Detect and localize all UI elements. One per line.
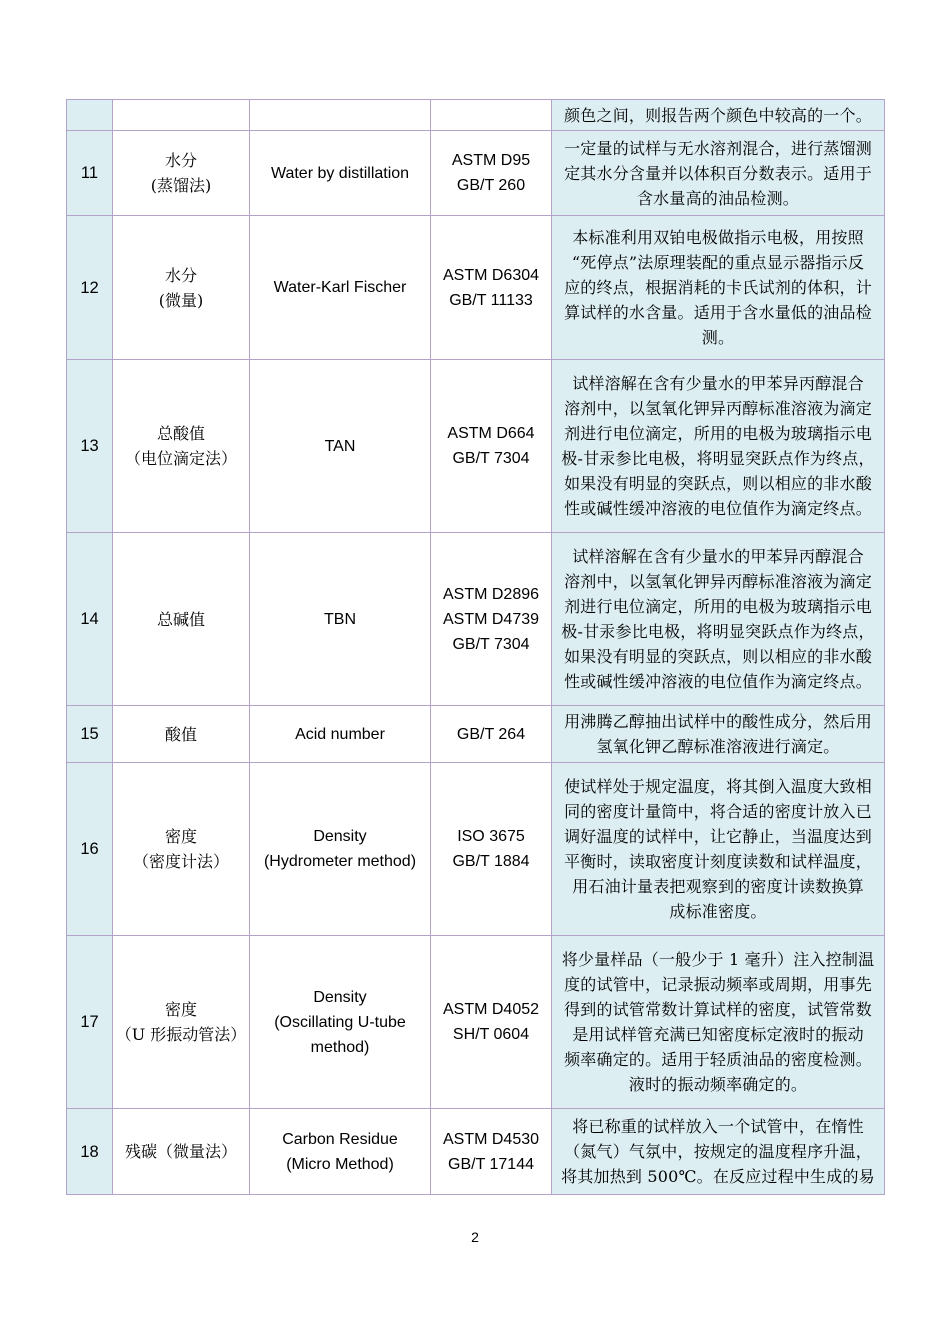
item-english-cell: [250, 100, 431, 131]
description-line: 使试样处于规定温度，将其倒入温度大致相: [564, 777, 872, 796]
table-row: [67, 360, 885, 533]
description-cell: [552, 1109, 885, 1195]
description-cell: [552, 360, 885, 533]
standard-line: ASTM D664: [447, 425, 535, 442]
standard-line: ASTM D4052: [442, 1001, 540, 1018]
description-line: 同的密度计量筒中，将合适的密度计放入已: [564, 802, 872, 821]
standard-cell: [431, 216, 552, 360]
description-line: 剂进行电位滴定，所用的电极为玻璃指示电: [564, 597, 872, 616]
standard-line: GB/T 264: [456, 725, 526, 743]
row-number-cell: [67, 131, 113, 216]
description-cell: [552, 763, 885, 936]
test-methods-table: [66, 99, 885, 1195]
item-english-line: (Micro Method): [286, 1155, 394, 1173]
table-body: [67, 100, 885, 1195]
description-line: 颜色之间，则报告两个颜色中较高的一个。: [564, 105, 872, 125]
standard-line: SH/T 0604: [452, 1026, 530, 1043]
row-number-cell: [67, 706, 113, 763]
description-line: 用沸腾乙醇抽出试样中的酸性成分，然后用: [564, 712, 872, 731]
item-name-line: 密度: [164, 1000, 197, 1019]
description-cell: [552, 100, 885, 131]
row-number: 13: [80, 437, 99, 455]
description-line: 定其水分含量并以体积百分数表示。适用于: [564, 163, 872, 183]
table-row: [67, 131, 885, 216]
item-name-line: 密度: [164, 827, 197, 846]
item-english-line: Water-Karl Fischer: [273, 279, 407, 296]
standard-cell: [431, 131, 552, 216]
description-cell: [552, 706, 885, 763]
item-name-cell: [113, 360, 250, 533]
standard-cell: [431, 100, 552, 131]
row-number: 18: [80, 1142, 99, 1161]
item-english-cell: [250, 1109, 431, 1195]
row-number: 12: [80, 278, 99, 297]
row-number: 11: [80, 164, 99, 182]
description-cell: [552, 131, 885, 216]
description-line: 平衡时，读取密度计刻度读数和试样温度，: [564, 852, 872, 871]
page-number: 2: [471, 1229, 479, 1245]
row-number-cell: [67, 1109, 113, 1195]
item-english-line: method): [310, 1038, 370, 1056]
item-english-line: Carbon Residue: [282, 1130, 398, 1148]
row-number: 17: [80, 1013, 99, 1031]
description-line: 频率确定的。适用于轻质油品的密度检测。: [564, 1050, 872, 1069]
description-line: 成标准密度。: [669, 902, 767, 921]
table-row: [67, 763, 885, 936]
description-line: 应的终点，根据消耗的卡氏试剂的体积，计: [564, 278, 872, 297]
description-line: 极-甘汞参比电极，将明显突跃点作为终点，: [561, 622, 875, 641]
standard-line: GB/T 17144: [448, 1155, 534, 1173]
item-english-cell: [250, 216, 431, 360]
item-english-cell: [250, 360, 431, 533]
item-name-cell: [113, 100, 250, 131]
table-row: [67, 706, 885, 763]
table-row: [67, 1109, 885, 1195]
description-line: 如果没有明显的突跃点，则以相应的非水酸: [564, 647, 872, 666]
item-name-line: （密度计法）: [132, 852, 229, 871]
description-line: “死停点”法原理装配的重点显示器指示反: [571, 253, 865, 272]
row-number-cell: [67, 216, 113, 360]
description-line: 是用试样管充满已知密度标定液时的振动: [572, 1025, 864, 1044]
row-number: 16: [80, 840, 99, 858]
row-number: 15: [80, 725, 99, 743]
item-name-line: （U 形振动管法）: [115, 1025, 247, 1044]
description-line: 将其加热到 500℃。在反应过程中生成的易: [561, 1167, 875, 1186]
description-line: 试样溶解在含有少量水的甲苯异丙醇混合: [572, 547, 864, 566]
standard-cell: [431, 936, 552, 1109]
description-line: 极-甘汞参比电极，将明显突跃点作为终点，: [561, 449, 875, 468]
row-number-cell: [67, 936, 113, 1109]
standard-line: GB/T 11133: [449, 291, 533, 309]
description-line: 液时的振动频率确定的。: [628, 1075, 808, 1094]
table-row: [67, 533, 885, 706]
description-line: 用石油计量表把观察到的密度计读数换算: [572, 877, 864, 896]
item-name-cell: [113, 216, 250, 360]
item-english-line: (Hydrometer method): [263, 853, 417, 870]
row-number-cell: [67, 533, 113, 706]
description-line: 将已称重的试样放入一个试管中，在惰性: [572, 1117, 864, 1136]
description-line: 度的试管中，记录振动频率或周期，用事先: [564, 975, 872, 994]
item-name-line: 水分: [164, 265, 197, 285]
description-line: 本标准利用双铂电极做指示电极，用按照: [572, 228, 864, 247]
description-line: 将少量样品（一般少于 1 毫升）注入控制温: [561, 950, 875, 969]
standard-line: GB/T 1884: [452, 853, 530, 870]
description-line: （氮气）气氛中，按规定的温度程序升温，: [564, 1142, 872, 1161]
item-name-cell: [113, 763, 250, 936]
table-row: [67, 936, 885, 1109]
standard-cell: [431, 533, 552, 706]
description-line: 测。: [701, 328, 735, 347]
item-name-line: 总碱值: [156, 609, 205, 629]
description-line: 溶剂中，以氢氧化钾异丙醇标准溶液为滴定: [564, 572, 872, 591]
item-english-cell: [250, 936, 431, 1109]
standard-line: ASTM D95: [451, 152, 531, 169]
item-english-cell: [250, 706, 431, 763]
item-name-line: 残碳（微量法）: [124, 1142, 237, 1161]
description-cell: [552, 216, 885, 360]
description-cell: [552, 936, 885, 1109]
table-row: [67, 100, 885, 131]
description-line: 含水量高的油品检测。: [636, 188, 799, 208]
standard-line: ASTM D4530: [442, 1130, 540, 1148]
item-name-line: （电位滴定法）: [124, 449, 237, 468]
standard-cell: [431, 1109, 552, 1195]
standard-cell: [431, 360, 552, 533]
item-english-cell: [250, 533, 431, 706]
item-english-line: TAN: [324, 437, 356, 455]
standard-line: ASTM D4739: [442, 610, 540, 628]
description-line: 剂进行电位滴定，所用的电极为玻璃指示电: [564, 424, 872, 443]
item-name-cell: [113, 533, 250, 706]
description-line: 性或碱性缓冲溶液的电位值作为滴定终点。: [564, 672, 872, 691]
item-english-line: (Oscillating U-tube: [274, 1013, 406, 1031]
standard-line: GB/T 7304: [452, 450, 530, 467]
item-english-line: Acid number: [295, 725, 385, 743]
description-line: 试样溶解在含有少量水的甲苯异丙醇混合: [572, 374, 864, 393]
description-line: 氢氧化钾乙醇标准溶液进行滴定。: [596, 737, 840, 756]
item-english-line: Water by distillation: [270, 164, 410, 182]
item-english-cell: [250, 131, 431, 216]
standard-line: ASTM D2896: [442, 585, 540, 603]
row-number-cell: [67, 763, 113, 936]
item-name-line: (蒸馏法): [150, 176, 212, 195]
description-line: 如果没有明显的突跃点，则以相应的非水酸: [564, 474, 872, 493]
item-english-line: Density: [313, 828, 367, 845]
row-number-cell: [67, 100, 113, 131]
description-line: 一定量的试样与无水溶剂混合，进行蒸馏测: [564, 138, 872, 158]
standard-line: ASTM D6304: [442, 266, 540, 284]
description-line: 调好温度的试样中，让它静止，当温度达到: [564, 827, 872, 846]
item-name-cell: [113, 706, 250, 763]
standard-cell: [431, 763, 552, 936]
description-line: 算试样的水含量。适用于含水量低的油品检: [564, 303, 872, 322]
item-name-cell: [113, 936, 250, 1109]
item-english-line: Density: [313, 988, 367, 1006]
item-name-line: 总酸值: [156, 424, 205, 443]
description-line: 得到的试管常数计算试样的密度，试管常数: [564, 1000, 872, 1019]
item-english-line: TBN: [324, 610, 356, 628]
standard-line: GB/T 7304: [452, 635, 530, 653]
description-cell: [552, 533, 885, 706]
item-name-line: 水分: [164, 151, 197, 170]
item-name-line: (微量): [158, 290, 204, 310]
table-row: [67, 216, 885, 360]
description-line: 溶剂中，以氢氧化钾异丙醇标准溶液为滴定: [564, 399, 872, 418]
item-name-cell: [113, 1109, 250, 1195]
description-line: 性或碱性缓冲溶液的电位值作为滴定终点。: [564, 499, 872, 518]
row-number: 14: [80, 610, 99, 628]
item-english-cell: [250, 763, 431, 936]
standard-cell: [431, 706, 552, 763]
item-name-line: 酸值: [164, 724, 197, 744]
row-number-cell: [67, 360, 113, 533]
standard-line: GB/T 260: [456, 177, 526, 194]
item-name-cell: [113, 131, 250, 216]
standard-line: ISO 3675: [457, 828, 525, 845]
